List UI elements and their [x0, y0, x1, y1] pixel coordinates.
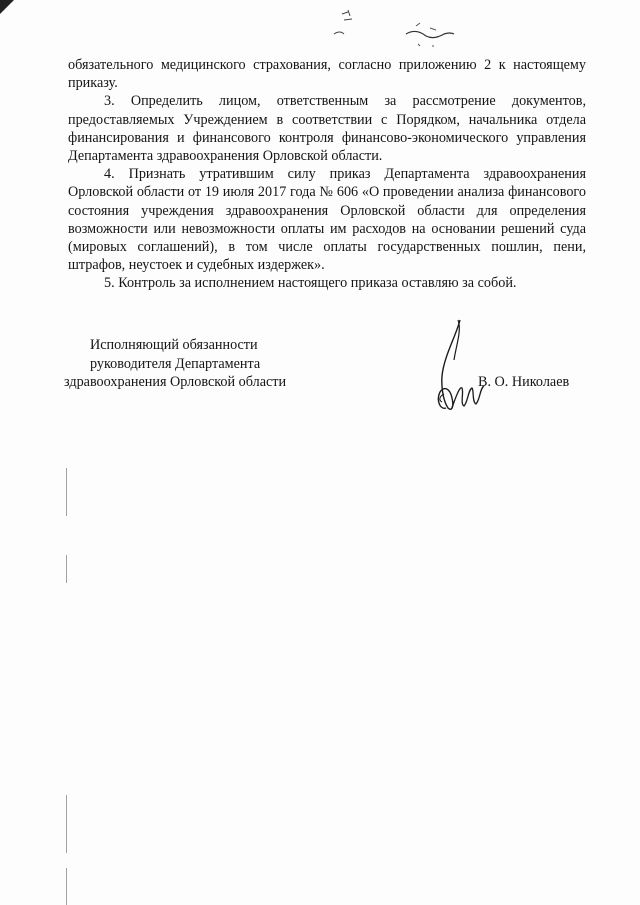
scan-edge-line [66, 795, 67, 853]
signer-position [64, 336, 324, 392]
scan-edge-line [66, 555, 67, 583]
position-line-1: Исполняющий обязанности [90, 337, 258, 353]
paragraph-item-5: 5. Контроль за исполнением настоящего приказа оставляю за собой. [104, 275, 517, 292]
handwritten-signature-icon [414, 316, 494, 426]
paragraph-continuation: обязательного медицинского страхования, согласно приложению 2 к настоящему приказу. [68, 57, 586, 92]
signature-block [64, 336, 594, 426]
order-body-text [68, 56, 586, 293]
scan-edge-line [66, 468, 67, 516]
signer-name: В. О. Николаев [478, 374, 570, 390]
paragraph-item-4: 4. Признать утратившим силу приказ Департамента здравоохранения Орловской области от 19 июля 2017 года № 606 «О проведении анализа финансового состояния учреждения здравоохранения Орловской области для определения возможности или невозможности оплаты им расходов на основании решений суда (мировых соглашений), в том числе оплаты государственных пошлин, пени, штрафов, неустоек и судебных издержек». [68, 166, 586, 274]
scan-edge-line [66, 868, 67, 905]
handwritten-marks-icon [320, 0, 480, 52]
corner-mark-icon [0, 0, 14, 14]
paragraph-item-3: 3. Определить лицом, ответственным за рассмотрение документов, предоставляемых Учреждением в соответствии с Порядком, начальника отдела финансирования и финансового контроля финансово-экономического управления Департамента здравоохранения Орловской области. [68, 93, 586, 165]
position-line-3: здравоохранения Орловской области [64, 374, 287, 390]
position-line-2: руководителя Департамента [90, 355, 261, 372]
